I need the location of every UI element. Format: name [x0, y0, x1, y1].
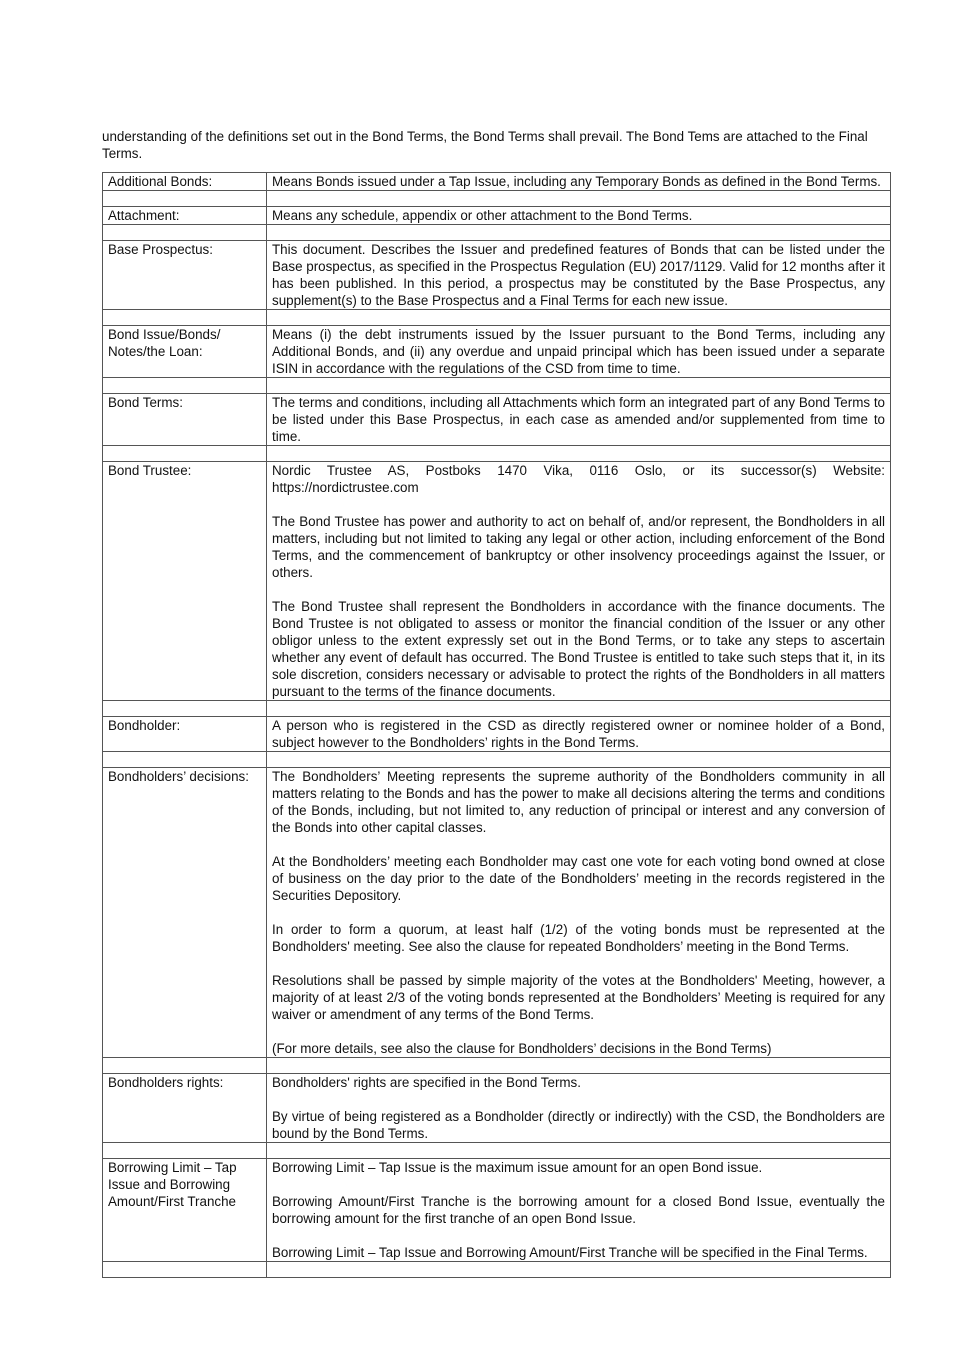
spacer-row: [103, 446, 891, 462]
definition-text: [267, 462, 891, 701]
definition-text: [267, 1074, 891, 1143]
definition-paragraph: The terms and conditions, including all Attachments which form an integrated part of any Bond Terms to be listed under this Base Prospectus, in each case as amended and/or supplemented from time to time.: [272, 395, 885, 444]
spacer-cell: [103, 1058, 267, 1074]
spacer-cell: [103, 1143, 267, 1159]
definition-paragraph: The Bond Trustee shall represent the Bondholders in accordance with the finance documents. The Bond Trustee is not obligated to assess or monitor the financial condition of the Issuer or any other obligor unless to the extent expressly set out in the Bond Terms, or to take any steps to ascertain whether any event of default has occurred. The Bond Trustee is entitled to take such steps that it, in its sole discretion, considers necessary or advisable to protect the rights of the Bondholders in all matters pursuant to the terms of the finance documents.: [272, 599, 885, 699]
spacer-row: [103, 225, 891, 241]
definition-text: [267, 241, 891, 310]
definition-paragraph: At the Bondholders’ meeting each Bondholder may cast one vote for each voting bond owned at close of business on the day prior to the date of the Bondholders’ meeting in the records registered in the Securities Depository.: [272, 854, 885, 903]
definition-term: Base Prospectus:: [103, 241, 267, 310]
spacer-row: [103, 701, 891, 717]
definition-paragraph: Borrowing Amount/First Tranche is the borrowing amount for a closed Bond Issue, eventually the borrowing amount for the first tranche of an open Bond Issue.: [272, 1194, 885, 1226]
spacer-cell: [103, 310, 267, 326]
spacer-cell: [267, 225, 891, 241]
definitions-table-body: [103, 173, 891, 1278]
definition-term: Attachment:: [103, 207, 267, 225]
definition-paragraph: Bondholders' rights are specified in the Bond Terms.: [272, 1075, 581, 1090]
definition-term: Bondholders rights:: [103, 1074, 267, 1143]
spacer-row: [103, 752, 891, 768]
spacer-cell: [267, 752, 891, 768]
definition-paragraph: Resolutions shall be passed by simple majority of the votes at the Bondholders' Meeting, however, a majority of at least 2/3 of the voting bonds represented at the Bondholders’ Meeting is required for any waiver or amendment of any terms of the Bond Terms.: [272, 973, 885, 1022]
definition-paragraph: Borrowing Limit – Tap Issue and Borrowing Amount/First Tranche will be specified in the Final Terms.: [272, 1245, 868, 1260]
definition-paragraph: By virtue of being registered as a Bondholder (directly or indirectly) with the CSD, the Bondholders are bound by the Bond Terms.: [272, 1109, 885, 1141]
spacer-cell: [267, 378, 891, 394]
spacer-cell: [267, 1262, 891, 1278]
spacer-row: [103, 191, 891, 207]
definition-paragraph: Nordic Trustee AS, Postboks 1470 Vika, 0116 Oslo, or its successor(s) Website: https://nordictrustee.com: [272, 463, 885, 495]
spacer-cell: [103, 446, 267, 462]
definition-text: [267, 394, 891, 446]
spacer-cell: [267, 701, 891, 717]
definition-row: [103, 1159, 891, 1262]
definition-row: [103, 394, 891, 446]
definition-term: Bondholders’ decisions:: [103, 768, 267, 1058]
spacer-cell: [103, 378, 267, 394]
definition-paragraph: Means (i) the debt instruments issued by the Issuer pursuant to the Bond Terms, including any Additional Bonds, and (ii) any overdue and unpaid principal which has been issued under a separate ISIN in accordance with the regulations of the CSD from time to time.: [272, 327, 885, 376]
definition-row: [103, 326, 891, 378]
definition-text: [267, 207, 891, 225]
definition-paragraph: The Bond Trustee has power and authority to act on behalf of, and/or represent, the Bondholders in all matters, including but not limited to taking any legal or other action, including enforcement of the Bond Terms, and the commencement of bankruptcy or other insolvency proceedings against the Issuer, or others.: [272, 514, 885, 580]
definition-term: Bond Trustee:: [103, 462, 267, 701]
definition-term: Additional Bonds:: [103, 173, 267, 191]
definition-paragraph: Means Bonds issued under a Tap Issue, including any Temporary Bonds as defined in the Bond Terms.: [272, 174, 881, 189]
spacer-row: [103, 1058, 891, 1074]
definition-paragraph: Means any schedule, appendix or other attachment to the Bond Terms.: [272, 208, 693, 223]
spacer-cell: [267, 191, 891, 207]
spacer-cell: [103, 1262, 267, 1278]
definition-term: Bond Issue/Bonds/ Notes/the Loan:: [103, 326, 267, 378]
spacer-cell: [267, 310, 891, 326]
spacer-cell: [103, 191, 267, 207]
definition-row: [103, 1074, 891, 1143]
definition-text: [267, 717, 891, 752]
definition-text: [267, 173, 891, 191]
definition-row: [103, 207, 891, 225]
definition-paragraph: In order to form a quorum, at least half (1/2) of the voting bonds must be represented at the Bondholders' meeting. See also the clause for repeated Bondholders’ meeting in the Bond Terms.: [272, 922, 885, 954]
definition-row: [103, 241, 891, 310]
definition-row: [103, 173, 891, 191]
definition-row: [103, 768, 891, 1058]
definition-term: Bondholder:: [103, 717, 267, 752]
definitions-table: [102, 172, 891, 1278]
spacer-row: [103, 1262, 891, 1278]
definition-row: [103, 462, 891, 701]
definition-paragraph: A person who is registered in the CSD as directly registered owner or nominee holder of a Bond, subject however to the Bondholders’ rights in the Bond Terms.: [272, 718, 885, 750]
spacer-cell: [103, 701, 267, 717]
spacer-cell: [103, 225, 267, 241]
spacer-cell: [267, 1143, 891, 1159]
spacer-cell: [267, 1058, 891, 1074]
definition-row: [103, 717, 891, 752]
spacer-cell: [103, 752, 267, 768]
definition-term: Borrowing Limit – Tap Issue and Borrowing Amount/First Tranche: [103, 1159, 267, 1262]
definition-paragraph: Borrowing Limit – Tap Issue is the maximum issue amount for an open Bond issue.: [272, 1160, 763, 1175]
definition-paragraph: This document. Describes the Issuer and predefined features of Bonds that can be listed under the Base prospectus, as specified in the Prospectus Regulation (EU) 2017/1129. Valid for 12 months after it has been published. In this period, a prospectus may be constituted by the Base Prospectus, any supplement(s) to the Base Prospectus and a Final Terms for each new issue.: [272, 242, 885, 308]
definition-text: [267, 326, 891, 378]
intro-paragraph: understanding of the definitions set out in the Bond Terms, the Bond Terms shall prevail. The Bond Tems are attached to the Final Terms.: [102, 129, 868, 161]
definition-text: [267, 1159, 891, 1262]
definition-term: Bond Terms:: [103, 394, 267, 446]
definition-paragraph: The Bondholders’ Meeting represents the supreme authority of the Bondholders community in all matters relating to the Bonds and has the power to make all decisions altering the terms and conditions of the Bonds, including, but not limited to, any reduction of principal or interest and any conversion of the Bonds into other capital classes.: [272, 769, 885, 835]
document-page: [102, 128, 892, 1278]
definition-text: [267, 768, 891, 1058]
spacer-cell: [267, 446, 891, 462]
spacer-row: [103, 378, 891, 394]
definition-paragraph: (For more details, see also the clause for Bondholders’ decisions in the Bond Terms): [272, 1041, 772, 1056]
spacer-row: [103, 1143, 891, 1159]
spacer-row: [103, 310, 891, 326]
